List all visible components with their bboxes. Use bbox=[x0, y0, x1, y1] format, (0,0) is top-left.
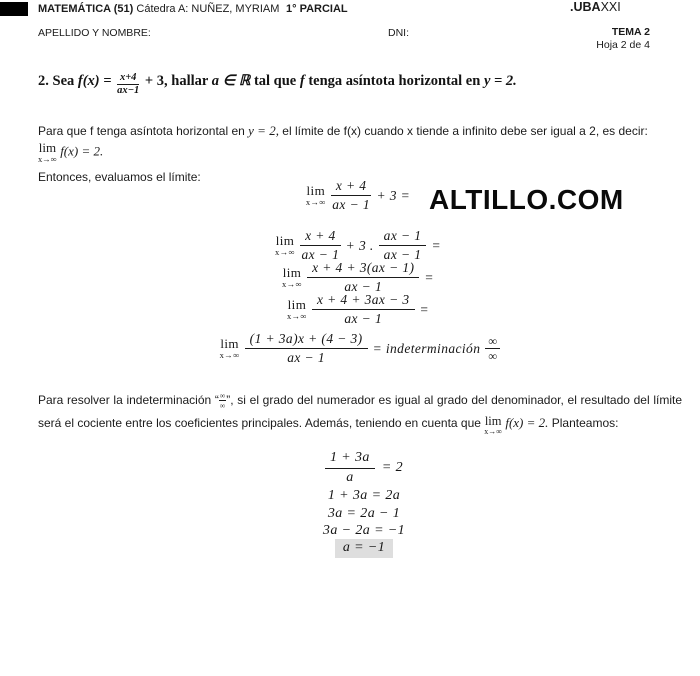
equation-tail: = bbox=[431, 237, 441, 253]
equation-tail: = bbox=[419, 301, 430, 317]
fraction-denominator: ∞ bbox=[219, 401, 226, 410]
fraction-numerator: x + 4 + 3ax − 3 bbox=[312, 292, 415, 310]
problem-statement bbox=[38, 72, 517, 97]
limit-word: lim bbox=[306, 183, 326, 199]
fraction-denominator: ax − 1 bbox=[301, 247, 340, 263]
body-text: Planteamos: bbox=[551, 416, 619, 431]
solution-step-2: 1 + 3a = 2a bbox=[327, 488, 401, 503]
limit-word: lim bbox=[287, 297, 307, 313]
fraction-numerator: x+4 bbox=[117, 72, 139, 85]
variable-a: a ∈ ℝ bbox=[211, 73, 251, 90]
body-text: Para resolver la indeterminación “ bbox=[38, 393, 219, 407]
uba-logo-light: XXI bbox=[600, 0, 621, 14]
problem-number: 2. Sea bbox=[38, 73, 75, 90]
fraction-numerator: x + 4 + 3(ax − 1) bbox=[307, 260, 419, 278]
catedra-label: Cátedra A: NUÑEZ, MYRIAM bbox=[136, 3, 280, 15]
limit-word: lim bbox=[220, 336, 239, 352]
uba-logo-bold: .UBA bbox=[570, 0, 601, 14]
course-title: MATEMÁTICA (51) bbox=[38, 3, 134, 15]
watermark: ALTILLO.COM bbox=[429, 184, 624, 215]
fraction-numerator: (1 + 3a)x + (4 − 3) bbox=[245, 331, 368, 349]
name-field-label: APELLIDO Y NOMBRE: bbox=[38, 27, 151, 39]
fraction-denominator: ax − 1 bbox=[332, 197, 371, 213]
solution-result-line bbox=[14, 539, 700, 558]
problem-text: + 3, hallar bbox=[144, 73, 209, 90]
fraction bbox=[379, 228, 427, 263]
fraction bbox=[245, 331, 368, 366]
course-title-line bbox=[38, 3, 279, 15]
limit-operator bbox=[484, 415, 502, 437]
equation-step-3 bbox=[8, 260, 700, 295]
fraction bbox=[325, 450, 375, 487]
equation-tail: + 3 = bbox=[376, 187, 411, 203]
function-definition: f(x) = bbox=[77, 73, 112, 90]
limit-subscript: x→∞ bbox=[275, 247, 296, 258]
infinity-fraction bbox=[485, 334, 500, 364]
limit-word: lim bbox=[275, 233, 295, 249]
limit-operator bbox=[220, 337, 240, 360]
problem-text: tal que bbox=[253, 73, 297, 90]
asymptote-value: y = 2. bbox=[483, 73, 517, 90]
fraction-denominator: ax−1 bbox=[117, 85, 140, 97]
explanation-line-1 bbox=[38, 123, 648, 139]
fraction bbox=[300, 228, 341, 263]
uba-xxi-logo bbox=[570, 0, 621, 14]
corner-redaction-mark bbox=[0, 2, 28, 16]
indeterminacion-label: = indeterminación bbox=[372, 340, 481, 356]
evaluate-limit-line: Entonces, evaluamos el límite: bbox=[38, 170, 201, 184]
problem-fraction bbox=[117, 72, 139, 97]
fraction-denominator: ax − 1 bbox=[344, 311, 383, 327]
equation-middle: + 3 . bbox=[345, 237, 374, 253]
solution-step-4: 3a − 2a = −1 bbox=[322, 522, 406, 538]
fraction bbox=[307, 260, 419, 295]
fraction-numerator: ax − 1 bbox=[379, 228, 427, 246]
body-text: Para que f tenga asíntota horizontal en bbox=[38, 124, 245, 138]
equation-step-5 bbox=[10, 331, 700, 366]
fraction-denominator: ax − 1 bbox=[383, 247, 422, 263]
fraction-denominator: ∞ bbox=[488, 349, 498, 364]
limit-operator bbox=[275, 234, 295, 257]
limit-subscript: x→∞ bbox=[38, 154, 57, 164]
limit-subscript: x→∞ bbox=[484, 427, 502, 437]
limit-subscript: x→∞ bbox=[219, 350, 240, 361]
dni-field-label: DNI: bbox=[388, 27, 409, 39]
fraction-numerator: x + 4 bbox=[300, 228, 341, 246]
tema-label: TEMA 2 bbox=[611, 26, 650, 38]
solution-step-1 bbox=[14, 450, 700, 487]
inline-math-y2: y = 2, bbox=[248, 123, 279, 138]
limit-operator bbox=[38, 141, 57, 164]
equation-step-2 bbox=[8, 228, 700, 263]
body-text: el límite de f(x) cuando x tiende a infinito debe ser igual a 2, es decir: bbox=[282, 124, 648, 138]
body-text: ”, si el grado del numerador es igual al grado del denominador, el resultado del límite será el cociente entre los coeficientes principales. Además, teniendo en cuenta que bbox=[38, 393, 683, 431]
limit-word: lim bbox=[282, 265, 302, 281]
explanation-paragraph-2 bbox=[38, 389, 682, 436]
fraction-denominator: a bbox=[346, 469, 354, 485]
fraction bbox=[312, 292, 415, 327]
limit-equals-two: f(x) = 2. bbox=[505, 415, 549, 431]
limit-condition-line bbox=[38, 141, 103, 164]
fraction-numerator: x + 4 bbox=[331, 178, 372, 196]
variable-f: f bbox=[299, 73, 305, 90]
equation-tail: = 2 bbox=[381, 460, 403, 476]
fraction-denominator: ax − 1 bbox=[287, 350, 325, 366]
limit-word: lim bbox=[484, 413, 502, 428]
fraction-numerator: 1 + 3a bbox=[325, 450, 375, 469]
equation-tail: = bbox=[424, 269, 434, 285]
limit-operator bbox=[306, 184, 326, 207]
exam-label: 1° PARCIAL bbox=[286, 3, 348, 15]
fraction-numerator: ∞ bbox=[485, 334, 500, 349]
limit-word: lim bbox=[38, 140, 57, 155]
limit-subscript: x→∞ bbox=[286, 311, 307, 322]
solution-step-3: 3a = 2a − 1 bbox=[327, 505, 401, 521]
equation-step-4 bbox=[8, 292, 700, 327]
fraction-denominator: ax − 1 bbox=[344, 279, 383, 295]
limit-equals-two: f(x) = 2. bbox=[60, 143, 104, 159]
fraction bbox=[331, 178, 372, 213]
highlighted-result: a = −1 bbox=[335, 539, 393, 558]
limit-subscript: x→∞ bbox=[305, 197, 326, 208]
limit-subscript: x→∞ bbox=[282, 279, 303, 290]
equation-step-1 bbox=[8, 178, 700, 213]
page-number: Hoja 2 de 4 bbox=[596, 39, 650, 51]
limit-operator bbox=[287, 298, 307, 321]
fraction-numerator: ∞ bbox=[219, 391, 226, 400]
limit-operator bbox=[282, 266, 302, 289]
problem-text: tenga asíntota horizontal en bbox=[308, 73, 481, 90]
